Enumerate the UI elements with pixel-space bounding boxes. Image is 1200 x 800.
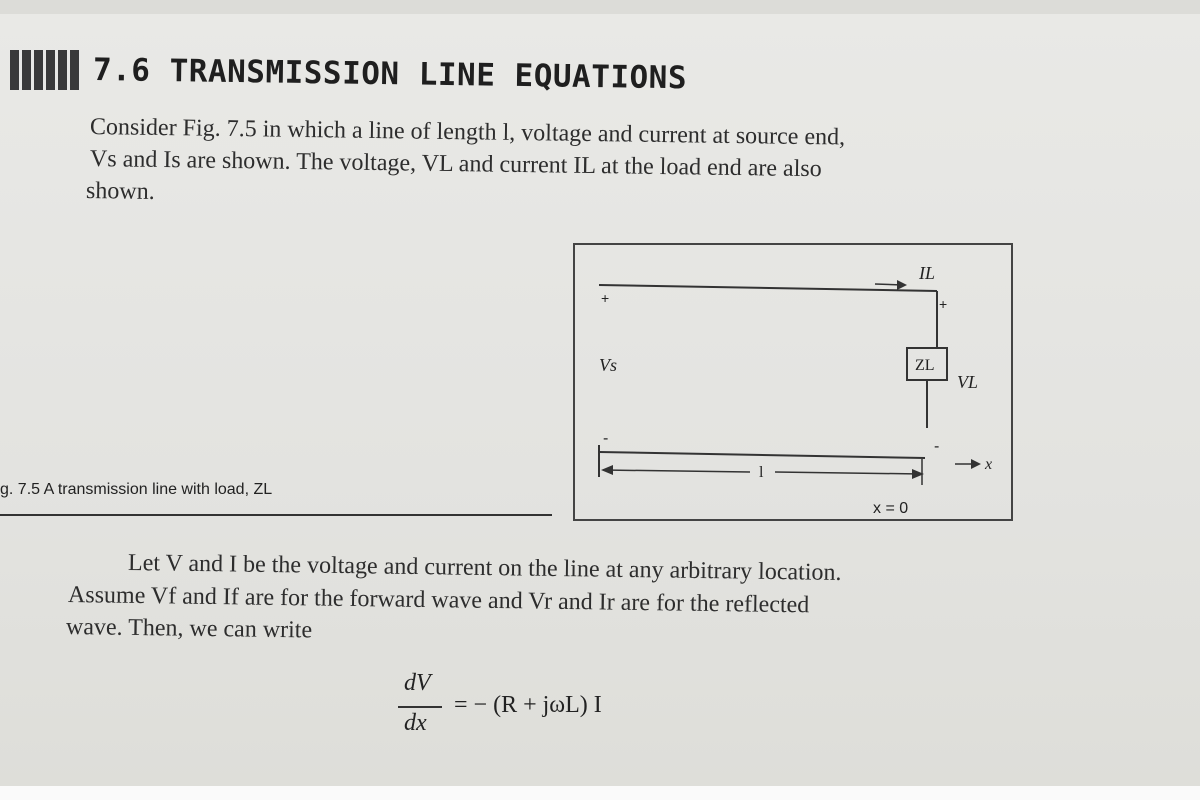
load-plus-label: +	[939, 296, 948, 312]
circuit-diagram	[575, 245, 1015, 523]
source-minus-label: -	[603, 430, 609, 447]
figure-caption: g. 7.5 A transmission line with load, ZL	[0, 481, 273, 498]
fraction-bar	[398, 706, 442, 708]
section-marker-icon	[10, 50, 79, 90]
paragraph1-line1: Consider Fig. 7.5 in which a line of length l, voltage and current at source end,	[89, 114, 846, 151]
page-margin	[0, 786, 1200, 800]
equation-rhs: = − (R + jωL) I	[454, 692, 602, 718]
paragraph2-line2: Assume Vf and If are for the forward wave and Vr and Ir are for the reflected	[67, 582, 810, 619]
source-voltage-label: Vs	[599, 355, 617, 375]
load-minus-label: -	[934, 438, 940, 455]
paragraph1-line3: shown.	[85, 178, 155, 205]
caption-divider	[0, 514, 552, 516]
bottom-conductor	[599, 452, 925, 458]
length-label: l	[759, 464, 764, 481]
paragraph1-line2: Vs and Is are shown. The voltage, VL and current IL at the load end are also	[89, 146, 822, 183]
load-current-label: IL	[919, 263, 936, 283]
current-arrowhead	[897, 280, 907, 290]
load-impedance-label: ZL	[915, 357, 935, 374]
source-plus-label: +	[601, 290, 610, 306]
x-axis-label: x	[985, 456, 993, 473]
section-heading: 7.6 TRANSMISSION LINE EQUATIONS	[92, 52, 688, 97]
top-conductor	[599, 285, 937, 291]
length-arrow-right	[775, 472, 922, 474]
equation-denominator: dx	[404, 710, 427, 736]
length-arrow-left	[603, 470, 750, 472]
paragraph2-line3: wave. Then, we can write	[65, 614, 313, 644]
transmission-line-figure	[573, 243, 1013, 521]
length-arrowhead-left	[601, 465, 613, 475]
load-voltage-label: VL	[957, 372, 979, 392]
origin-label: x = 0	[873, 500, 909, 517]
equation-numerator: dV	[404, 670, 431, 696]
x-axis-arrowhead	[971, 459, 981, 469]
paragraph2-line1: Let V and I be the voltage and current on the line at any arbitrary location.	[127, 550, 842, 586]
